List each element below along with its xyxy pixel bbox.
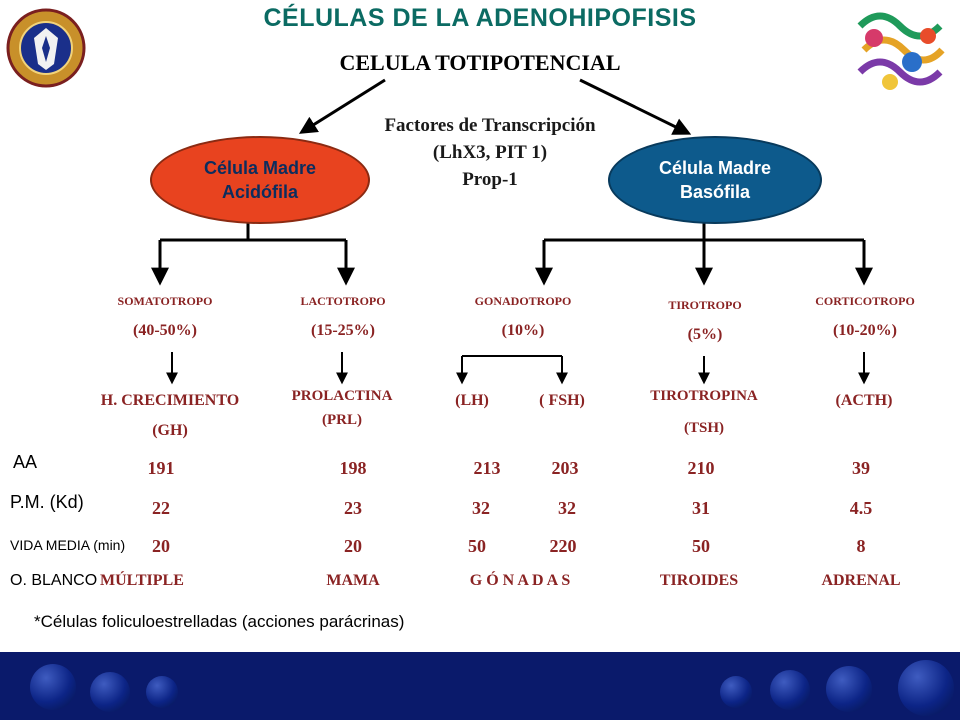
hormone-prl-abbr: (PRL)	[322, 412, 362, 428]
aa-fsh: 203	[551, 458, 579, 478]
pm-acth: 4.5	[849, 498, 873, 518]
transcription-line-2: (LhX3, PIT 1)	[432, 142, 548, 163]
decorative-circle	[30, 664, 76, 710]
row-label-pm: P.M. (Kd)	[10, 492, 84, 512]
cell-name-corticotropo: CORTICOTROPO	[815, 294, 915, 308]
decorative-circle	[898, 660, 954, 716]
hormone-tsh-name: TIROTROPINA	[650, 388, 758, 404]
row-label-aa: AA	[13, 452, 38, 472]
page-title: CÉLULAS DE LA ADENOHIPOFISIS	[263, 4, 697, 32]
totipotent-cell-label: CELULA TOTIPOTENCIAL	[339, 50, 621, 75]
transcription-line-3: Prop-1	[462, 169, 518, 190]
row-label-target: O. BLANCO	[10, 572, 98, 589]
acidophil-line-2: Acidófila	[221, 182, 298, 202]
cell-name-somatotropo: SOMATOTROPO	[117, 294, 213, 308]
cell-name-tirotropo: TIROTROPO	[668, 298, 742, 312]
hormone-tsh-abbr: (TSH)	[683, 420, 724, 436]
aa-prl: 198	[339, 458, 367, 478]
cell-pct-corticotropo: (10-20%)	[833, 322, 897, 339]
basophil-line-1: Célula Madre	[658, 158, 772, 178]
pm-tsh: 31	[692, 498, 710, 518]
decorative-circle	[770, 670, 810, 710]
aa-acth: 39	[852, 458, 870, 478]
hormone-gh-abbr: (GH)	[152, 422, 188, 439]
decorative-circle	[146, 676, 178, 708]
footnote: *Células foliculoestrelladas (acciones parácrinas)	[34, 612, 405, 631]
bottom-band	[0, 652, 960, 720]
transcription-line-1: Factores de Transcripción	[384, 115, 596, 136]
target-gh: MÚLTIPLE	[100, 572, 184, 589]
cell-name-gonadotropo: GONADOTROPO	[474, 294, 572, 308]
half-life-gh: 20	[152, 536, 170, 556]
half-life-prl: 20	[344, 536, 362, 556]
cell-name-lactotropo: LACTOTROPO	[300, 294, 386, 308]
aa-gh: 191	[147, 458, 175, 478]
half-life-fsh: 220	[549, 536, 577, 556]
hormone-prl-name: PROLACTINA	[291, 388, 393, 404]
decorative-circle	[90, 672, 130, 712]
target-adrenal: ADRENAL	[821, 572, 901, 589]
acidophil-stem-cell	[150, 136, 370, 224]
hormone-fsh: ( FSH)	[539, 392, 585, 409]
basophil-stem-cell	[608, 136, 822, 224]
pm-fsh: 32	[558, 498, 576, 518]
decorative-circle	[720, 676, 752, 708]
target-prl: MAMA	[326, 572, 380, 589]
row-label-half-life: VIDA MEDIA (min)	[10, 537, 126, 553]
pm-prl: 23	[344, 498, 362, 518]
aa-lh: 213	[473, 458, 501, 478]
cell-pct-lactotropo: (15-25%)	[311, 322, 375, 339]
pm-lh: 32	[472, 498, 490, 518]
target-gonads: G Ó N A D A S	[469, 572, 571, 589]
half-life-lh: 50	[468, 536, 486, 556]
aa-tsh: 210	[687, 458, 715, 478]
pm-gh: 22	[152, 498, 170, 518]
half-life-tsh: 50	[692, 536, 710, 556]
hormone-acth: (ACTH)	[835, 392, 893, 409]
cell-pct-gonadotropo: (10%)	[501, 322, 545, 339]
hormone-lh: (LH)	[455, 392, 489, 409]
half-life-acth: 8	[856, 536, 866, 556]
cell-pct-somatotropo: (40-50%)	[133, 322, 197, 339]
hormone-gh-name: H. CRECIMIENTO	[100, 392, 240, 409]
target-thyroid: TIROIDES	[659, 572, 739, 589]
decorative-circle	[826, 666, 872, 712]
cell-pct-tirotropo: (5%)	[687, 326, 723, 343]
acidophil-line-1: Célula Madre	[203, 158, 317, 178]
basophil-line-2: Basófila	[679, 182, 750, 202]
